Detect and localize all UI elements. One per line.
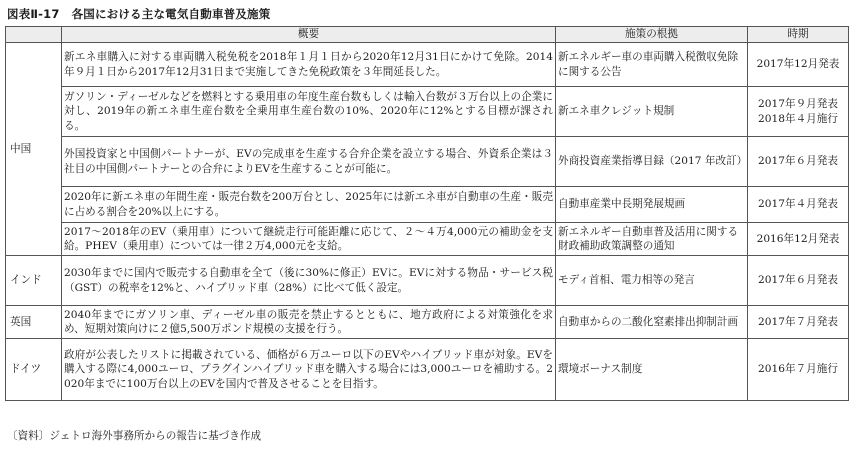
figure-number: 図表Ⅱ-17 [7,7,60,21]
basis-cell: 外商投資産業指導目録（2017 年改訂） [556,137,748,187]
table-row [6,137,849,187]
date-cell: 2017年12月発表 [748,43,849,87]
header-date: 時期 [748,27,849,43]
basis-cell: 自動車からの二酸化窒素排出抑制計画 [556,306,748,339]
date-cell: 2016年７月施行 [748,339,849,401]
basis-cell: 環境ボーナス制度 [556,339,748,401]
header-summary: 概要 [62,27,556,43]
table-header-row [6,27,849,43]
date-cell: 2017年４月発表 [748,187,849,223]
basis-cell: 新エネルギー自動車普及活用に関する財政補助政策調整の通知 [556,223,748,256]
country-cell-india: インド [6,256,62,306]
basis-cell: モディ首相、電力相等の発言 [556,256,748,306]
summary-cell: ガソリン・ディーゼルなどを燃料とする乗用車の年度生産台数もしくは輸入台数が３万台以上の企業に対し、2019年の新エネ車生産台数を全乗用車生産台数の10%、2020年に12%とする目標が課される。 [62,87,556,137]
summary-cell: 政府が公表したリストに掲載されている、価格が６万ユーロ以下のEVやハイブリッド車が対象。EVを購入する際に4,000ユーロ、プラグインハイブリッド車を購入する場合には3,000ユーロを補助する。2020年までに100万台以上のEVを国内で普及させることを目指す。 [62,339,556,401]
table-row [6,43,849,87]
date-cell: 2016年12月発表 [748,223,849,256]
basis-cell: 新エネ車クレジット規制 [556,87,748,137]
header-basis: 施策の根拠 [556,27,748,43]
date-cell: 2017年６月発表 [748,256,849,306]
summary-cell: 2030年までに国内で販売する自動車を全て（後に30%に修正）EVに。EVに対する物品・サービス税（GST）の税率を12%と、ハイブリッド車（28%）に比べて低く設定。 [62,256,556,306]
country-cell-germany: ドイツ [6,339,62,401]
figure-title [7,6,270,22]
date-enforced: 2018年４月施行 [758,112,838,125]
basis-cell: 自動車産業中長期発展規画 [556,187,748,223]
date-cell: 2017年７月発表 [748,306,849,339]
summary-cell: 2020年に新エネ車の年間生産・販売台数を200万台とし、2025年には新エネ車が自動車の生産・販売に占める割合を20%以上にする。 [62,187,556,223]
date-cell: 2017年６月発表 [748,137,849,187]
table-row [6,223,849,256]
header-country [6,27,62,43]
date-cell [748,87,849,137]
policy-table [5,26,849,401]
figure-title-text: 各国における主な電気自動車普及施策 [71,7,271,21]
summary-cell: 外国投資家と中国側パートナーが、EVの完成車を生産する合弁企業を設立する場合、外資系企業は３社目の中国側パートナーとの合弁によりEVを生産することが可能に。 [62,137,556,187]
source-note: 〔資料〕ジェトロ海外事務所からの報告に基づき作成 [7,430,262,442]
table-row [6,87,849,137]
date-announced: 2017年９月発表 [758,98,838,110]
table-row [6,339,849,401]
summary-cell: 2017～2018年のEV（乗用車）について継続走行可能距離に応じて、２～４万4,000元の補助金を支給。PHEV（乗用車）については一律２万4,000元を支給。 [62,223,556,256]
country-cell-uk: 英国 [6,306,62,339]
country-cell-china: 中国 [6,43,62,256]
summary-cell: 新エネ車購入に対する車両購入税免税を2018年１月１日から2020年12月31日にかけて免除。2014年９月１日から2017年12月31日まで実施してきた免税政策を３年間延長した。 [62,43,556,87]
table-row [6,187,849,223]
summary-cell: 2040年までにガソリン車、ディーゼル車の販売を禁止するとともに、地方政府による対策強化を求め、短期対策向けに２億5,500万ポンド規模の支援を行う。 [62,306,556,339]
basis-cell: 新エネルギー車の車両購入税徴収免除に関する公告 [556,43,748,87]
table-row [6,256,849,306]
table-row [6,306,849,339]
